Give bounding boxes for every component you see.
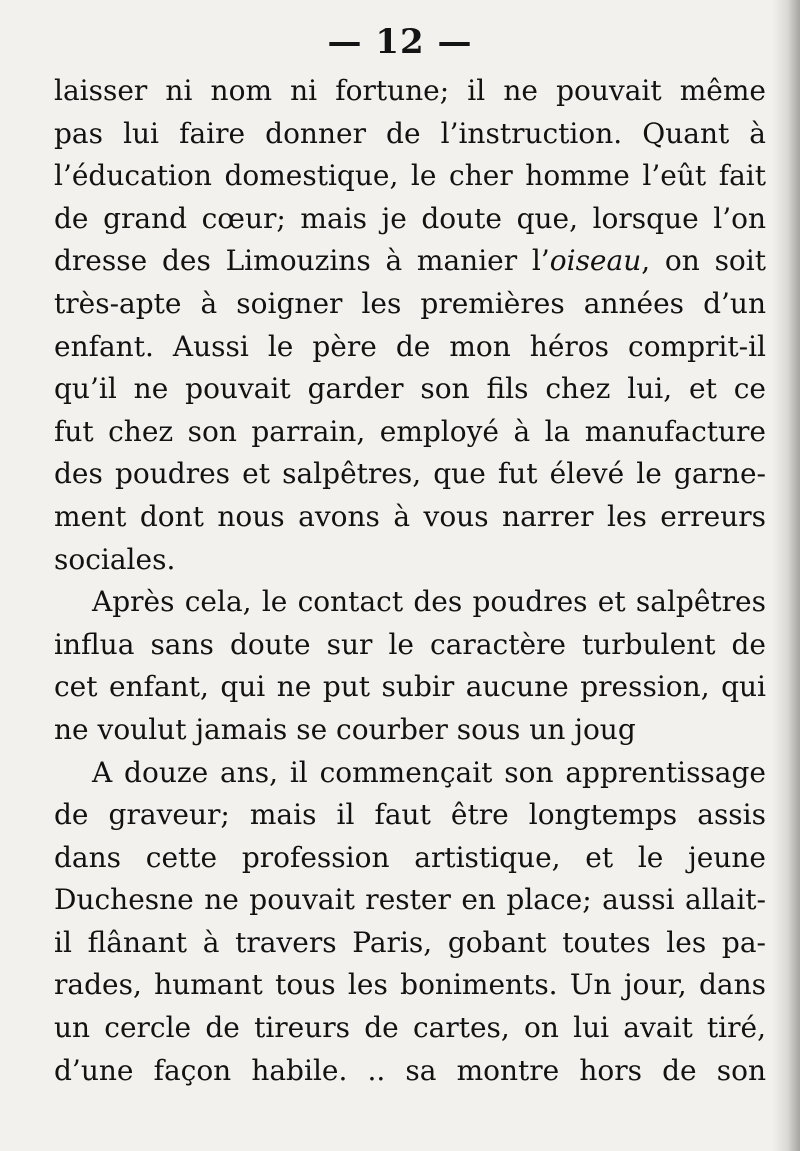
text-segment: , on soit <box>641 244 767 278</box>
text-line: de graveur; mais il faut être longtemps assis <box>54 798 766 832</box>
text-line: dans cette profession artistique, et le jeune <box>54 840 766 874</box>
text-line: qu’il ne pouvait garder son fils chez lui, et ce <box>54 372 766 406</box>
page-number: — 12 — <box>327 22 473 62</box>
text-line: de grand cœur; mais je doute que, lorsque l’on <box>54 201 766 235</box>
text-line: d’une façon habile. .. sa montre hors de son <box>54 1053 766 1087</box>
text-line: Duchesne ne pouvait rester en place; aussi allait- <box>54 883 766 917</box>
text-line: A douze ans, il commençait son apprentissage <box>92 755 766 789</box>
text-line: Après cela, le contact des poudres et salpêtres <box>92 585 766 619</box>
text-line: ment dont nous avons à vous narrer les erreurs <box>54 499 766 533</box>
text-line: sociales. <box>54 542 176 576</box>
text-segment: dresse des Limouzins à manier l’ <box>54 244 550 278</box>
text-line: rades, humant tous les boniments. Un jour, dans <box>54 968 766 1002</box>
text-line <box>54 240 766 283</box>
text-line: un cercle de tireurs de cartes, on lui avait tiré, <box>54 1011 766 1045</box>
text-line: fut chez son parrain, employé à la manufacture <box>54 414 766 448</box>
text-line: cet enfant, qui ne put subir aucune pression, qui <box>54 670 766 704</box>
text-line: influa sans doute sur le caractère turbulent de <box>54 627 766 661</box>
text-line: des poudres et salpêtres, que fut élevé le garne- <box>54 457 766 491</box>
body-text <box>54 70 766 1092</box>
text-line: laisser ni nom ni fortune; il ne pouvait même <box>54 74 766 107</box>
text-line: enfant. Aussi le père de mon héros comprit-il <box>54 329 766 363</box>
text-line: très-apte à soigner les premières années d’un <box>54 286 766 320</box>
text-line: pas lui faire donner de l’instruction. Quant à <box>54 116 766 150</box>
text-line: ne voulut jamais se courber sous un joug <box>54 712 636 746</box>
page-shadow-edge <box>772 0 800 1151</box>
text-line: l’éducation domestique, le cher homme l’eût fait <box>54 159 766 193</box>
italic-word: oiseau <box>549 244 642 278</box>
text-line: il flânant à travers Paris, gobant toutes les pa- <box>54 925 766 959</box>
